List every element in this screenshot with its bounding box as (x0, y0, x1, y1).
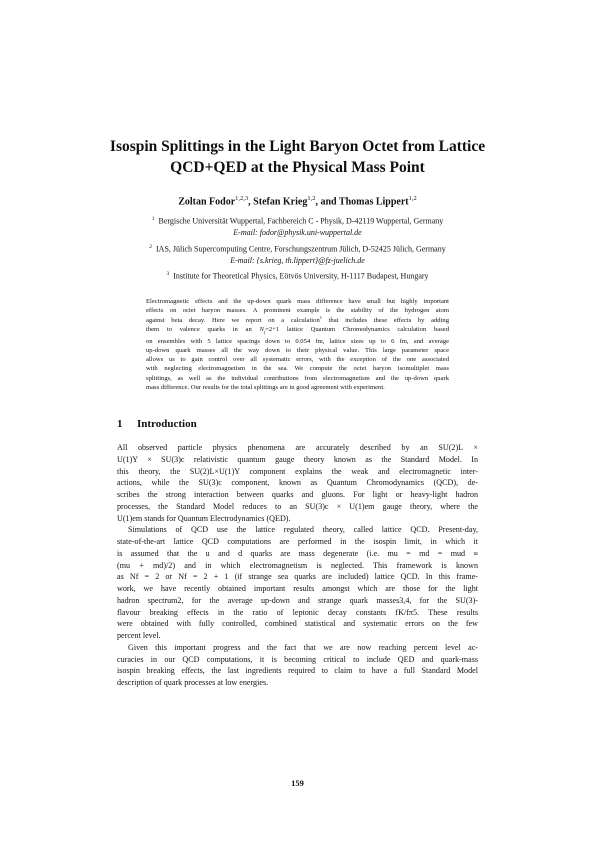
body-line: Given this important progress and the fact that we are now reaching percent level ac- (128, 642, 478, 652)
abstract-line: on ensembles with 5 lattice spacings down to 0.054 fm, lattice sizes up to 6 fm, and average (146, 337, 449, 345)
affiliation-text: Institute for Theoretical Physics, Eötvös University, H-1117 Budapest, Hungary (173, 271, 429, 281)
abstract-line: with neglecting electromagnetism in the sea. We compute the octet baryon isomultiplet mass (146, 365, 449, 373)
abstract-line: effects on octet baryon masses. A prominent example is the stability of the hydrogen atom (146, 307, 449, 315)
affiliation-number: 1 (151, 216, 155, 222)
body-line: this theory, the SU(2)L×U(1)Y component explains the weak and electromagnetic inter- (117, 466, 478, 476)
body-line: Simulations of QCD use the lattice regulated theory, called lattice QCD. Present-day, (128, 525, 478, 535)
body-line: curacies in our QCD computations, it is becoming critical to include QED and quark-mass (117, 654, 478, 664)
citation-marker: 1 (319, 314, 322, 320)
body-line: hadron spectrum2, for the average up-down and strange quark masses3,4, for the SU(3)- (117, 595, 478, 605)
body-line: description of quark processes at low energies. (117, 678, 269, 687)
body-line: as Nf = 2 or Nf = 2 + 1 (if strange sea quarks are included) lattice QCD. In this frame- (117, 572, 478, 582)
affiliation-text: Bergische Universität Wuppertal, Fachbereich C - Physik, D-42119 Wuppertal, Germany (158, 216, 444, 226)
author-separator: , and (315, 196, 339, 208)
body-line: U(1)em stands for Quantum Electrodynamics (QED). (117, 513, 291, 523)
body-line: processes, the Standard Model reduces to an SU(3)c × U(1)em gauge theory, where the (117, 501, 478, 511)
body-line: is assumed that the u and d quarks are mass degenerate (i.e. mu = md = mud ≡ (117, 548, 478, 558)
page-number: 159 (291, 778, 304, 788)
abstract-line: allows us to gain control over all systematic errors, with the exception of the one associated (146, 356, 449, 364)
affiliation-3 (60, 269, 535, 282)
author-name: Stefan Krieg (253, 196, 308, 208)
section-title: Introduction (137, 418, 197, 430)
author-separator: , (248, 196, 254, 208)
body-line: All observed particle physics phenomena are accurately described by an SU(2)L × (117, 443, 478, 452)
affiliation-2 (60, 242, 535, 266)
paper-title (80, 136, 515, 178)
body-line: U(1)Y × SU(3)c relativistic quantum gauge theory known as the Standard Model. In (117, 454, 478, 464)
affiliation-number: 2 (149, 244, 152, 250)
abstract-line: mass difference. Our results for the total splittings are in good agreement with experiment. (146, 383, 385, 391)
affiliation-1 (60, 214, 535, 238)
author-name: Thomas Lippert (338, 196, 409, 208)
body-line: flavour breaking effects in the ratio of leptonic decay constants fK/fπ5. These results (117, 607, 478, 617)
body-line: (mu + md)/2) and in which electromagnetism is neglected. This framework is known (117, 560, 478, 570)
affiliation-text: IAS, Jülich Supercomputing Centre, Forschungszentrum Jülich, D-52425 Jülich, Germany (156, 244, 446, 254)
body-line: state-of-the-art lattice QCD computations are performed in the isospin limit, in which it (117, 537, 478, 546)
section-heading (117, 418, 197, 430)
author-affiliation-marker: 1,2 (408, 195, 417, 202)
affiliation-number: 3 (166, 271, 170, 277)
affiliation-email: E-mail: {s.krieg, th.lippert}@fz-juelich.de (230, 255, 365, 265)
body-line: percent level. (117, 631, 161, 640)
abstract-line: against beta decay. Here we report on a calculation$^1$ that includes these effects by adding (146, 314, 449, 324)
abstract (146, 297, 449, 392)
body-line: actions, while the SU(3)c component, known as Quantum Chromodynamics (QCD), de- (117, 478, 478, 488)
section-number: 1 (117, 418, 123, 430)
affiliation-email: E-mail: fodor@physik.uni-wuppertal.de (233, 227, 362, 237)
abstract-line: up-down quark masses all the way down to their physical value. This large parameter space (146, 346, 449, 354)
body-line: isospin breaking effects, the last ingredients required to claim to have a full Standard Model (117, 666, 478, 676)
abstract-line: them to valence quarks in an $N_f=2+1$ lattice Quantum Chromodynamics calculation based (146, 325, 449, 335)
abstract-line: Electromagnetic effects and the up-down quark mass difference have small but highly important (146, 298, 449, 305)
title-line-1: Isospin Splittings in the Light Baryon Octet from Lattice (109, 138, 486, 155)
body-line: scribes the strong interaction between quarks and gluons. For light or heavy-light hadron (117, 490, 478, 499)
author-affiliation-marker: 1,2,3 (235, 195, 249, 202)
body-line: work, we have recently obtained important results amongst which are those for the light (117, 584, 478, 593)
author-list (60, 195, 535, 207)
author-affiliation-marker: 1,2 (307, 195, 316, 202)
author-name: Zoltan Fodor (178, 196, 236, 208)
body-line: were obtained with fully controlled, combined statistical and systematic errors on the few (117, 619, 478, 629)
title-line-2: QCD+QED at the Physical Mass Point (170, 159, 425, 176)
body-text (117, 442, 478, 689)
abstract-line: splittings, as well as the individual contributions from electromagnetism and the up-down quark (146, 374, 449, 382)
